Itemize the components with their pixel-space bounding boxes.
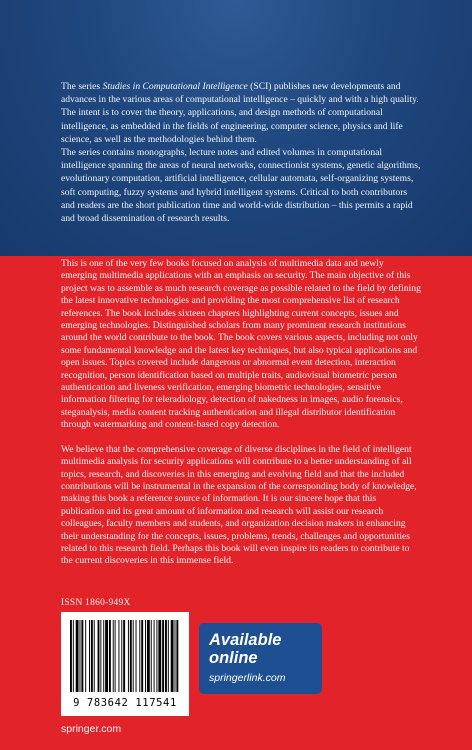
series-name: Studies in Computational Intelligence [102, 81, 248, 92]
available-online-badge[interactable] [199, 623, 322, 694]
series-description [61, 80, 421, 225]
barcode-bar [85, 620, 86, 692]
barcode-bar [94, 620, 95, 692]
barcode-bar [145, 620, 146, 692]
barcode-bar [168, 620, 169, 692]
barcode-bar [175, 620, 176, 692]
description-paragraph-1: This is one of the very few books focused on analysis of multimedia data and newly emerging multimedia applications with an emphasis on security. The main objective of this project was to assemble as much research coverage as possible related to the field by defining the latest innovative technologies and providing the most comprehensive list of research references. The book includes sixteen chapters highlighting current concepts, issues and emerging technologies. Distinguished scholars from many prominent research institutions around the world contribute to the book. The book covers various aspects, including not only some fundamental knowledge and the latest key techniques, but also typical applications and open issues. Topics covered include dangerous or abnormal event detection, interaction recognition, person identification based on multiple traits, audiovisual biometric person authentication and liveness verification, emerging biometric technologies, sensitive information filtering for teleradiology, detection of nakedness in images, audio forensics, steganalysis, media content tracking authentication and illegal distributor identification through watermarking and content-based copy detection. [61, 258, 421, 431]
barcode-bar [105, 620, 108, 692]
isbn-barcode [61, 612, 189, 716]
barcode-bar [123, 620, 125, 692]
barcode-bar [156, 620, 157, 692]
barcode-bar [73, 620, 74, 692]
barcode-bar [103, 620, 104, 692]
barcode-bar [80, 620, 81, 692]
series-panel [0, 0, 472, 256]
barcode-bar [128, 620, 129, 692]
barcode-bar [121, 620, 122, 692]
barcode-bar [118, 620, 119, 692]
barcode-bar [165, 620, 167, 692]
barcode-bar [100, 620, 101, 692]
barcode-bars [68, 620, 182, 700]
barcode-bar [98, 620, 100, 692]
barcode-bar [70, 620, 72, 692]
barcode-bar [151, 620, 152, 692]
badge-line-2: online [209, 649, 258, 667]
barcode-bar [147, 620, 150, 692]
barcode-bar [130, 620, 132, 692]
barcode-bar [158, 620, 161, 692]
barcode-bar [141, 620, 143, 692]
barcode-digits: 9 783642 117541 [73, 697, 177, 709]
barcode-bar [81, 620, 83, 692]
badge-line-1: Available [209, 631, 282, 649]
barcode-bar [115, 620, 116, 692]
barcode-bar [171, 620, 174, 692]
barcode-bar [109, 620, 111, 692]
barcode-bar [139, 620, 140, 692]
barcode-bar [113, 620, 114, 692]
barcode-bar [176, 620, 178, 692]
book-description [61, 258, 421, 568]
description-paragraph-2: We believe that the comprehensive coverage of diverse disciplines in the field of intelligent multimedia analysis for security applications will contribute to a better understanding of all topics, research, and discoveries in this emerging and evolving field and that the included contributions will be instrumental in the expansion of the corresponding body of knowledge, making this book a reference source of information. It is our sincere hope that this publication and its great amount of information and research will assist our research colleagues, faculty members and students, and organization decision makers in enhancing their understanding for the concepts, issues, problems, trends, challenges and opportunities related to this research field. Perhaps this book will even inspire its readers to contribute to the current discoveries in this immense field. [61, 443, 417, 567]
barcode-bar [91, 620, 93, 692]
barcode-bar [133, 620, 134, 692]
issn-label: ISSN 1860-949X [61, 598, 131, 608]
series-paragraph-1: The series Studies in Computational Intelligence (SCI) publishes new developments and advances in the various areas of computational intelligence – quickly and with a high quality. The intent is to cover the theory, applications, and design methods of computational intelligence, as embedded in the fields of engineering, computer science, physics and life science, as well as the methodologies behind them. [61, 81, 419, 145]
badge-site: springerlink.com [209, 672, 286, 684]
publisher-url[interactable]: springer.com [61, 723, 122, 735]
series-paragraph-2: The series contains monographs, lecture notes and edited volumes in computational intelligence spanning the areas of neural networks, connectionist systems, genetic algorithms, evolutionary computation, artificial intelligence, cellular automata, self-organizing systems, soft computing, fuzzy systems and hybrid intelligent systems. Critical to both contributors and readers are the short publication time and world-wide distribution – this permits a rapid and broad dissemination of research results. [61, 147, 421, 225]
barcode-bar [136, 620, 137, 692]
barcode-bar [154, 620, 155, 692]
barcode-bar [162, 620, 164, 692]
barcode-bar [89, 620, 90, 692]
barcode-bar [76, 620, 79, 692]
